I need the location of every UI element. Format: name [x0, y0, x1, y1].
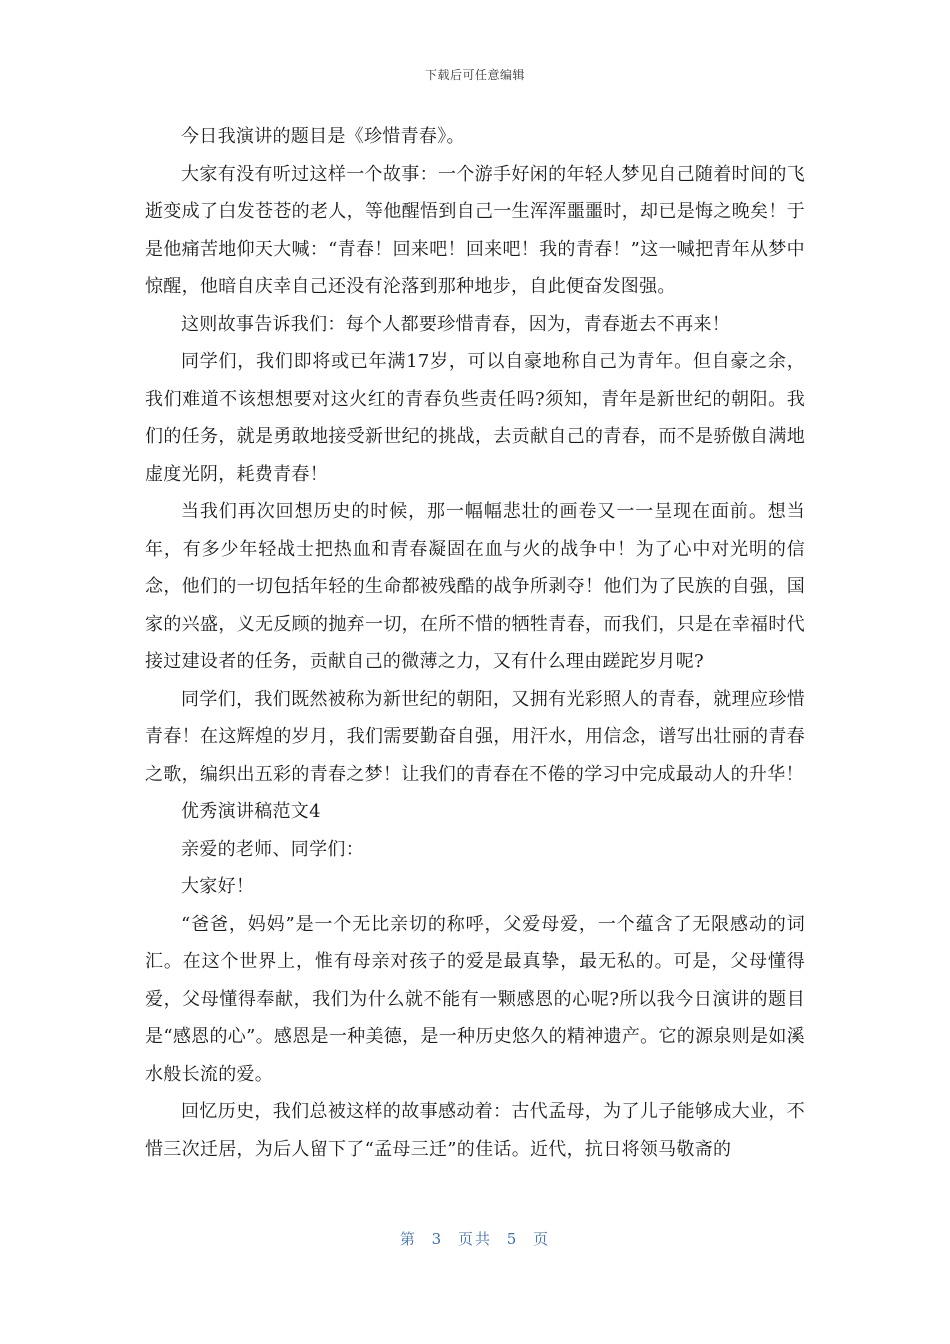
paragraph-6: 同学们，我们既然被称为新世纪的朝阳，又拥有光彩照人的青春，就理应珍惜青春！在这辉煌的岁月，我们需要勤奋自强，用汗水，用信念，谱写出壮丽的青春之歌，编织出五彩的青春之梦！让我们的青春在不倦的学习中完成最动人的升华！ — [145, 688, 805, 785]
paragraph-3: 这则故事告诉我们：每个人都要珍惜青春，因为，青春逝去不再来！ — [181, 313, 730, 335]
greeting: 大家好！ — [181, 876, 255, 897]
paragraph-1: 今日我演讲的题目是《珍惜青春》。 — [181, 126, 465, 147]
paragraph-8: 回忆历史，我们总被这样的故事感动着：古代孟母，为了儿子能够成大业，不惜三次迁居，为后人留下了“孟母三迁”的佳话。近代，抗日将领马敬斋的 — [145, 1101, 805, 1160]
page-header: 下载后可任意编辑 — [424, 68, 525, 82]
document-body — [145, 118, 805, 1168]
section-heading: 优秀演讲稿范文4 — [181, 801, 321, 822]
paragraph-4: 同学们，我们即将或已年满17岁，可以自豪地称自己为青年。但自豪之余，我们难道不该想想要对这火红的青春负些责任吗?须知，青年是新世纪的朝阳。我们的任务，就是勇敢地接受新世纪的挑战，去贡献自己的青春，而不是骄傲自满地虚度光阴，耗费青春！ — [145, 351, 805, 485]
paragraph-2: 大家有没有听过这样一个故事：一个游手好闲的年轻人梦见自己随着时间的飞逝变成了白发苍苍的老人，等他醒悟到自己一生浑浑噩噩时，却已是悔之晚矣！于是他痛苦地仰天大喊：“青春！回来吧！回来吧！我的青春！”这一喊把青年从梦中惊醒，他暗自庆幸自己还没有沦落到那种地步，自此便奋发图强。 — [145, 163, 805, 297]
paragraph-7: “爸爸，妈妈”是一个无比亲切的称呼，父爱母爱，一个蕴含了无限感动的词汇。在这个世界上，惟有母亲对孩子的爱是最真挚，最无私的。可是，父母懂得爱，父母懂得奉献，我们为什么就不能有一颗感恩的心呢?所以我今日演讲的题目是“感恩的心”。感恩是一种美德，是一种历史悠久的精神遗产。它的源泉则是如溪水般长流的爱。 — [145, 913, 805, 1085]
salutation: 亲爱的老师、同学们： — [181, 838, 364, 860]
paragraph-5: 当我们再次回想历史的时候，那一幅幅悲壮的画卷又一一呈现在面前。想当年，有多少年轻战士把热血和青春凝固在血与火的战争中！为了心中对光明的信念，他们的一切包括年轻的生命都被残酷的战争所剥夺！他们为了民族的自强，国家的兴盛，义无反顾的抛弃一切，在所不惜的牺牲青春，而我们，只是在幸福时代接过建设者的任务，贡献自己的微薄之力，又有什么理由蹉跎岁月呢? — [145, 501, 805, 672]
page-number-footer: 第 3 页共 5 页 — [399, 1230, 551, 1248]
